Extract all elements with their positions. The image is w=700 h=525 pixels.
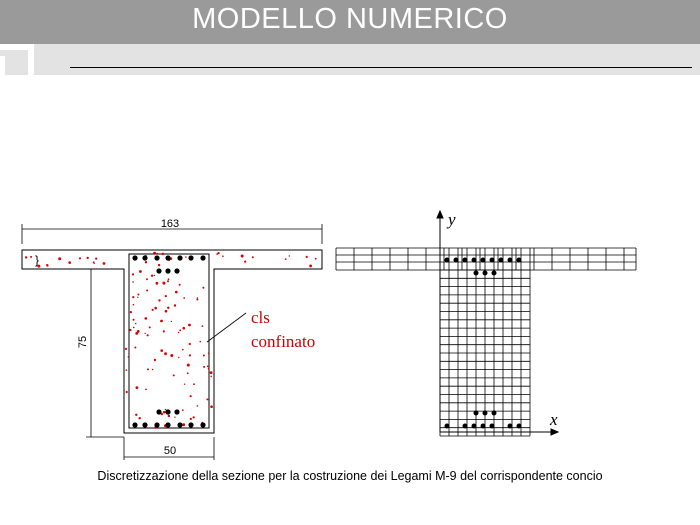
stirrup [129,254,209,428]
fiber-mesh [336,248,636,436]
confined-label-line2: confinato [251,332,316,351]
axis-y-label: y [448,210,456,229]
dimension-flange: } [34,253,40,267]
dimension-width: 163 [160,218,180,230]
dimension-height: 75 [77,335,89,349]
dimension-web: 50 [163,445,177,457]
confined-label-line1: cls [251,308,270,327]
axis-x-label: x [550,410,558,429]
page-title: MODELLO NUMERICO [192,3,508,35]
axes [437,211,558,435]
rebars [132,255,205,427]
figure-caption: Discretizzazione della sezione per la costruzione dei Legami M-9 del corrispondente concio [97,469,603,483]
